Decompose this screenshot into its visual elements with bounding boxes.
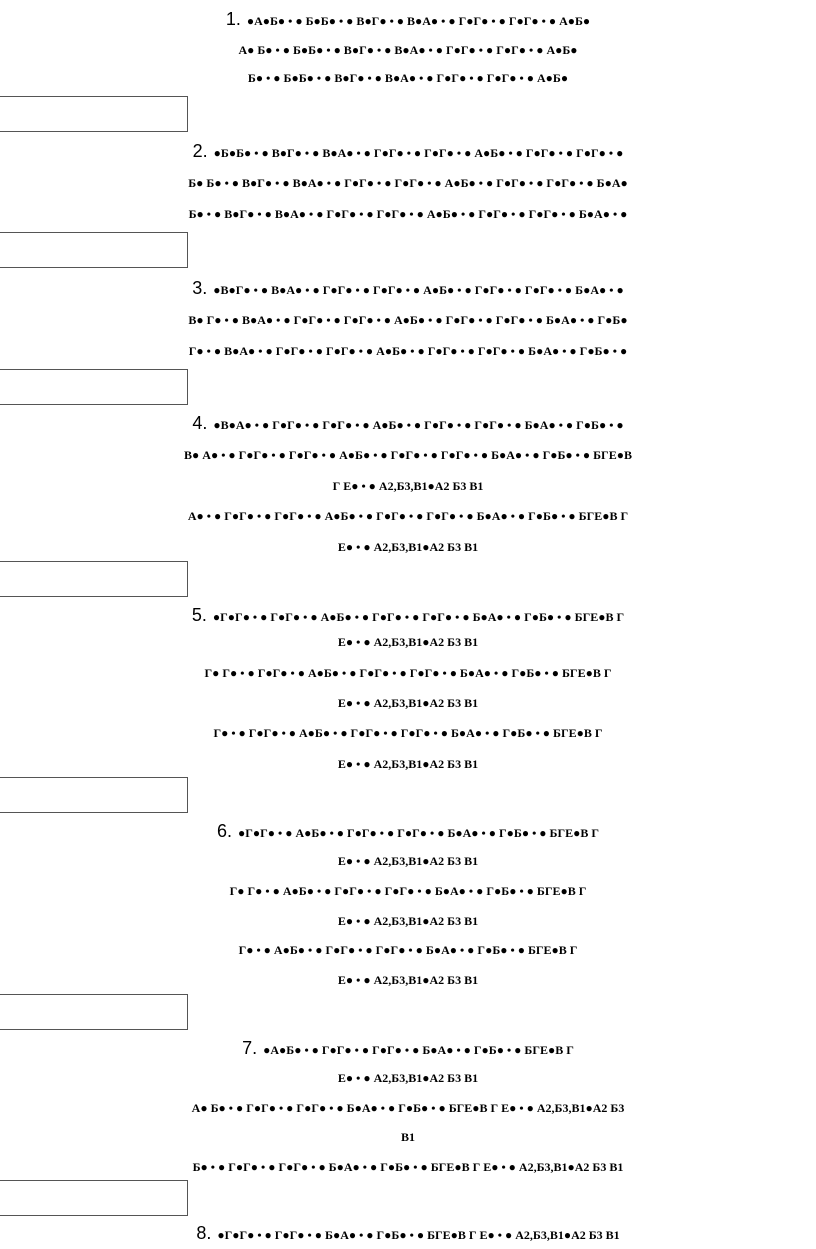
exercise-5-line-2: Е● • ● А2,Б3,В1●А2 Б3 В1 [337,635,479,649]
exercise-7-line-2: Е● • ● А2,Б3,В1●А2 Б3 В1 [337,1071,479,1085]
exercise-7-line-3: А● Б● • ● Г●Г● • ● Г●Г● • ● Б●А● • ● Г●Б● • ● БГЕ●В Г Е● • ● А2,Б3,В1●А2 Б3 [191,1101,625,1115]
exercise-6-line-4: Е● • ● А2,Б3,В1●А2 Б3 В1 [337,914,479,928]
exercise-number: 2. [192,141,208,161]
exercise-5-line-5: Г● • ● Г●Г● • ● А●Б● • ● Г●Г● • ● Г●Г● • ● Б●А● • ● Г●Б● • ● БГЕ●В Г [213,726,603,740]
exercise-2-line-3: Б● • ● В●Г● • ● В●А● • ● Г●Г● • ● Г●Г● • ● А●Б● • ● Г●Г● • ● Г●Г● • ● Б●А● • ● [188,207,628,221]
answer-box-4[interactable] [0,561,188,597]
exercise-number: 8. [196,1223,212,1243]
exercise-text: ●Г●Г● • ● Г●Г● • ● Б●А● • ● Г●Б● • ● БГЕ●В Г Е● • ● А2,Б3,В1●А2 Б3 В1 [217,1228,620,1242]
exercise-3-line-2: В● Г● • ● В●А● • ● Г●Г● • ● Г●Г● • ● А●Б● • ● Г●Г● • ● Г●Г● • ● Б●А● • ● Г●Б● [188,313,628,327]
exercise-5-line-4: Е● • ● А2,Б3,В1●А2 Б3 В1 [337,696,479,710]
exercise-text: ●В●А● • ● Г●Г● • ● Г●Г● • ● А●Б● • ● Г●Г● • ● Г●Г● • ● Б●А● • ● Г●Б● • ● [213,418,624,432]
exercise-4-line-2: В● А● • ● Г●Г● • ● Г●Г● • ● А●Б● • ● Г●Г● • ● Г●Г● • ● Б●А● • ● Г●Б● • ● БГЕ●В [184,448,632,462]
exercise-number: 1. [225,9,241,29]
exercise-3-line-1 [0,276,816,302]
exercise-6-line-5: Г● • ● А●Б● • ● Г●Г● • ● Г●Г● • ● Б●А● • ● Г●Б● • ● БГЕ●В Г [238,943,578,957]
exercise-4-line-5: Е● • ● А2,Б3,В1●А2 Б3 В1 [337,540,479,554]
exercise-5-line-6: Е● • ● А2,Б3,В1●А2 Б3 В1 [337,757,479,771]
exercise-3-line-3: Г● • ● В●А● • ● Г●Г● • ● Г●Г● • ● А●Б● • ● Г●Г● • ● Г●Г● • ● Б●А● • ● Г●Б● • ● [188,344,628,358]
exercise-6-line-6: Е● • ● А2,Б3,В1●А2 Б3 В1 [337,973,479,987]
exercise-number: 5. [191,605,207,625]
exercise-4-line-4: А● • ● Г●Г● • ● Г●Г● • ● А●Б● • ● Г●Г● • ● Г●Г● • ● Б●А● • ● Г●Б● • ● БГЕ●В Г [187,509,629,523]
answer-box-7[interactable] [0,1180,188,1216]
exercise-7-line-1 [0,1036,816,1062]
exercise-7-line-4: В1 [400,1130,415,1144]
exercise-number: 7. [242,1038,258,1058]
exercise-text: ●Б●Б● • ● В●Г● • ● В●А● • ● Г●Г● • ● Г●Г● • ● А●Б● • ● Г●Г● • ● Г●Г● • ● [213,146,624,160]
exercise-1-line-2: А● Б● • ● Б●Б● • ● В●Г● • ● В●А● • ● Г●Г● • ● Г●Г● • ● А●Б● [238,43,578,57]
exercise-text: ●А●Б● • ● Б●Б● • ● В●Г● • ● В●А● • ● Г●Г● • ● Г●Г● • ● А●Б● [246,14,591,28]
answer-box-3[interactable] [0,369,188,405]
exercise-4-line-3: Г Е● • ● А2,Б3,В1●А2 Б3 В1 [332,479,484,493]
exercise-1-line-3: Б● • ● Б●Б● • ● В●Г● • ● В●А● • ● Г●Г● • ● Г●Г● • ● А●Б● [247,71,569,85]
exercise-7-line-5: Б● • ● Г●Г● • ● Г●Г● • ● Б●А● • ● Г●Б● • ● БГЕ●В Г Е● • ● А2,Б3,В1●А2 Б3 В1 [192,1160,624,1174]
exercise-number: 4. [192,413,208,433]
exercise-text: ●В●Г● • ● В●А● • ● Г●Г● • ● Г●Г● • ● А●Б● • ● Г●Г● • ● Г●Г● • ● Б●А● • ● [213,283,624,297]
exercise-1-line-1 [0,7,816,33]
answer-box-1[interactable] [0,96,188,132]
exercise-2-line-2: Б● Б● • ● В●Г● • ● В●А● • ● Г●Г● • ● Г●Г● • ● А●Б● • ● Г●Г● • ● Г●Г● • ● Б●А● [188,176,628,190]
exercise-6-line-3: Г● Г● • ● А●Б● • ● Г●Г● • ● Г●Г● • ● Б●А● • ● Г●Б● • ● БГЕ●В Г [229,884,587,898]
exercise-6-line-1 [0,819,816,845]
answer-box-6[interactable] [0,994,188,1030]
answer-box-2[interactable] [0,232,188,268]
exercise-2-line-1 [0,139,816,165]
exercise-5-line-3: Г● Г● • ● Г●Г● • ● А●Б● • ● Г●Г● • ● Г●Г● • ● Б●А● • ● Г●Б● • ● БГЕ●В Г [204,666,612,680]
exercise-text: ●Г●Г● • ● Г●Г● • ● А●Б● • ● Г●Г● • ● Г●Г● • ● Б●А● • ● Г●Б● • ● БГЕ●В Г [212,610,625,624]
exercise-4-line-1 [0,411,816,437]
exercise-text: ●А●Б● • ● Г●Г● • ● Г●Г● • ● Б●А● • ● Г●Б● • ● БГЕ●В Г [263,1043,574,1057]
answer-box-5[interactable] [0,777,188,813]
exercise-number: 3. [192,278,208,298]
exercise-8-line-1 [0,1221,816,1247]
exercise-5-line-1 [0,603,816,629]
exercise-text: ●Г●Г● • ● А●Б● • ● Г●Г● • ● Г●Г● • ● Б●А● • ● Г●Б● • ● БГЕ●В Г [238,826,599,840]
exercise-number: 6. [217,821,233,841]
exercise-6-line-2: Е● • ● А2,Б3,В1●А2 Б3 В1 [337,854,479,868]
